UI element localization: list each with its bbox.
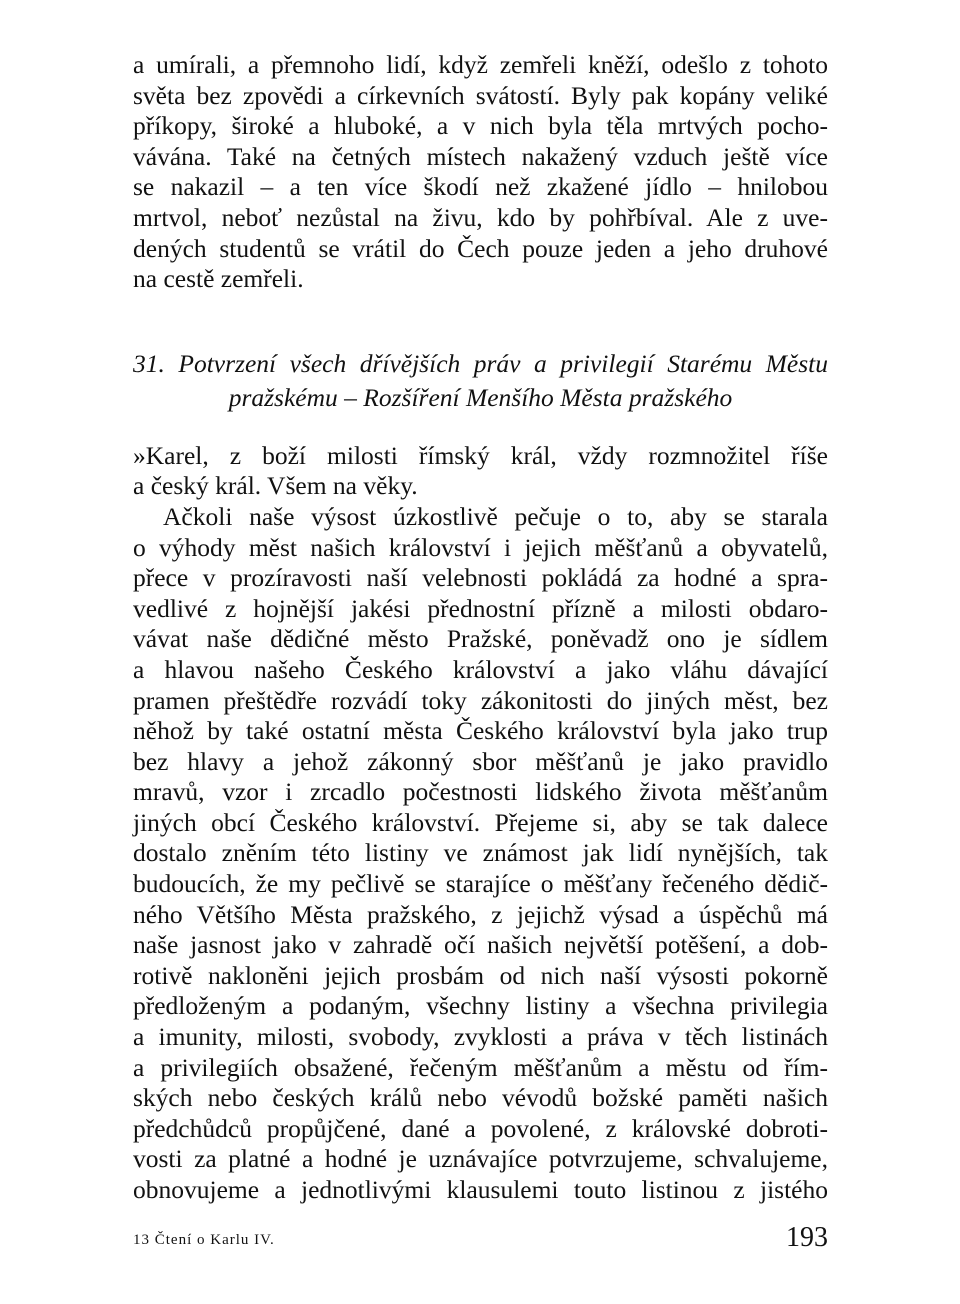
text-line: něhož by také ostatní města Českého království byla jako trup [133,716,828,746]
text-line: o výhody měst našich království i jejich měšťanů a obyvatelů, [133,532,828,562]
text-line: naše jasnost jako v zahradě očí našich největší potěšení, a dob- [133,930,828,960]
text-line: obnovujeme a jednotlivými klausulemi touto listinou z jistého [133,1175,828,1204]
text-line: přece v prozíravosti naší velebnosti pokládá za hodné a spra- [133,563,828,593]
text-line: dostalo zněním této listiny ve známost jak lidí nynějších, tak [133,838,828,868]
text-line: Ačkoli naše výsost úzkostlivě pečuje o to, aby se starala [163,501,828,531]
text-line: vedlivé z hojnější jakési přednostní přízně a milosti obdaro- [133,593,828,623]
heading-line: 31. Potvrzení všech dřívějších práv a privilegií Starému Městu [133,348,828,378]
text-line: se nakazil – a ten více škodí než zkažené jídlo – hnilobou [133,172,828,202]
section-heading [133,347,828,415]
text-line: mravů, vzor i zrcadlo počestnosti lidského života měšťanům [133,777,828,807]
heading-line: pražskému – Rozšíření Menšího Města pražského [228,382,733,412]
text-line: rotivě nakloněni jejich prosbám od nich naší výsosti pokorně [133,960,828,990]
text-line: a umírali, a přemnoho lidí, když zemřeli kněží, odešlo z tohoto [133,50,828,79]
text-line: světa bez zpovědi a církevních svátostí. Byly pak kopány veliké [133,80,828,110]
text-line: na cestě zemřeli. [133,264,304,294]
text-line: pramen přeštědře rozvádí toky zákonitosti do jiných měst, bez [133,685,828,715]
text-line: vávat naše dědičné město Pražské, poněvadž ono je sídlem [133,624,828,654]
text-line: a hlavou našeho Českého království a jako vláhu dávající [133,654,828,684]
text-line: budoucích, že my pečlivě se starajíce o měšťany řečeného dědič- [133,869,828,899]
text-line: ného Většího Města pražského, z jejichž výsad a úspěchů má [133,899,828,929]
paragraph-3 [133,502,828,1206]
page-text [133,50,828,1206]
text-line: jiných obcí Českého království. Přejeme si, aby se tak dalece [133,807,828,837]
text-line: a český král. Všem na věky. [133,471,418,501]
paragraph-2 [133,441,828,502]
text-line: a privilegiích obsažené, řečeným měšťanům a městu od řím- [133,1052,828,1082]
page-number: 193 [786,1222,828,1253]
text-line: dených studentů se vrátil do Čech pouze jeden a jeho druhové [133,233,828,263]
text-line: mrtvol, neboť nezůstal na živu, kdo by pohřbíval. Ale z uve- [133,202,828,232]
text-line: bez hlavy a jehož zákonný sbor měšťanů je jako pravidlo [133,746,828,776]
printer-signature: 13 Čtení o Karlu IV. [133,1232,275,1248]
paragraph-1 [133,50,828,295]
text-line: vosti za platné a hodné je uznávajíce potvrzujeme, schvalujeme, [133,1144,828,1174]
text-line: předchůdců propůjčené, dané a povolené, z královské dobroti- [133,1113,828,1143]
page-footer [133,1222,828,1256]
text-line: »Karel, z boží milosti římský král, vždy rozmnožitel říše [133,440,828,470]
text-line: příkopy, široké a hluboké, a v nich byla těla mrtvých pocho- [133,111,828,141]
text-line: a imunity, milosti, svobody, zvyklosti a práva v těch listinách [133,1022,828,1052]
text-line: předloženým a podaným, všechny listiny a všechna privilegia [133,991,828,1021]
text-line: ských nebo českých králů nebo vévodů božské paměti našich [133,1083,828,1113]
text-line: vávána. Také na četných místech nakažený vzduch ještě více [133,141,828,171]
